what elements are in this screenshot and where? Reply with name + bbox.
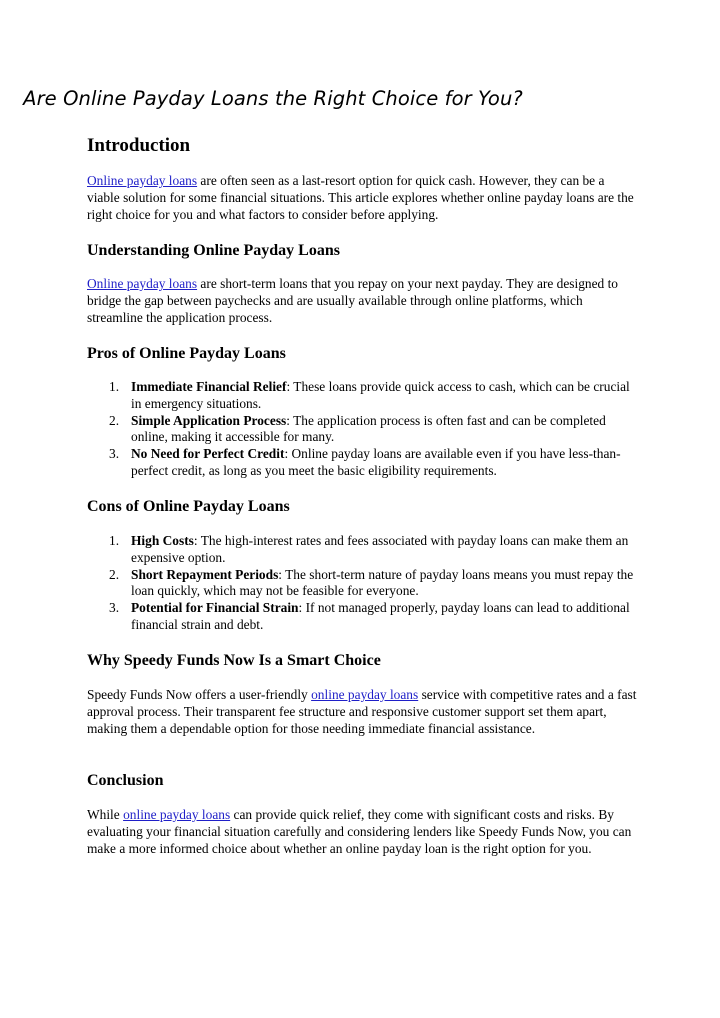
heading-conclusion: Conclusion xyxy=(87,772,164,789)
list-item: 1. High Costs: The high-interest rates and fees associated with payday loans can make them an expensive option. xyxy=(109,533,629,565)
paragraph-conclusion xyxy=(87,807,637,857)
section-cons xyxy=(87,497,637,517)
heading-pros: Pros of Online Payday Loans xyxy=(87,345,286,362)
list-item-text: : The high-interest rates and fees associated with payday loans can make them an expensive option. xyxy=(131,533,629,565)
heading-speedy-funds: Why Speedy Funds Now Is a Smart Choice xyxy=(87,652,381,669)
paragraph-speedy-funds xyxy=(87,687,637,737)
paragraph-text: can provide quick relief, they come with significant costs and risks. By evaluating your financial situation carefully and considering lenders like Speedy Funds Now, you can make a more informed choice about whether an online payday loan is the right option for you. xyxy=(87,807,632,856)
list-cons xyxy=(87,533,637,634)
section-pros xyxy=(87,344,637,364)
list-item: 2. Simple Application Process: The application process is often fast and can be completed online, making it accessible for many. xyxy=(109,412,606,445)
heading-introduction: Introduction xyxy=(87,135,191,156)
paragraph-text: are short-term loans that you repay on your next payday. They are designed to bridge the gap between paychecks and are usually available through online platforms, which streamline the application process. xyxy=(87,276,619,325)
heading-cons: Cons of Online Payday Loans xyxy=(87,498,290,515)
list-item: 3. Potential for Financial Strain: If not managed properly, payday loans can lead to additional financial strain and debt. xyxy=(109,600,630,632)
paragraph-introduction xyxy=(87,173,637,223)
list-item-term: High Costs xyxy=(131,533,194,548)
paragraph-understanding xyxy=(87,276,637,326)
section-understanding xyxy=(87,241,637,261)
list-item-text: : The application process is often fast and can be completed online, making it accessible for many. xyxy=(131,412,606,445)
document-title: Are Online Payday Loans the Right Choice for You? xyxy=(23,87,523,110)
heading-understanding: Understanding Online Payday Loans xyxy=(87,242,340,259)
section-speedy-funds xyxy=(87,651,637,671)
paragraph-text: service with competitive rates and a fast approval process. Their transparent fee structure and responsive customer support set them apart, making them a dependable option for those needing immediate financial assistance. xyxy=(87,687,637,736)
list-item-term: Simple Application Process xyxy=(131,412,287,428)
section-conclusion xyxy=(87,771,637,791)
section-introduction xyxy=(87,134,637,158)
list-item-term: No Need for Perfect Credit xyxy=(131,446,285,462)
link-online-payday-loans[interactable]: Online payday loans xyxy=(87,276,198,291)
link-online-payday-loans[interactable]: Online payday loans xyxy=(87,173,198,188)
paragraph-text: are often seen as a last-resort option for quick cash. However, they can be a viable solution for some financial situations. This article explores whether online payday loans are the right choice for you and what factors to consider before applying. xyxy=(87,173,634,222)
list-pros xyxy=(87,379,637,480)
list-item-text: : These loans provide quick access to cash, which can be crucial in emergency situations. xyxy=(131,379,630,411)
paragraph-text: While xyxy=(87,807,124,822)
link-online-payday-loans[interactable]: online payday loans xyxy=(311,687,419,702)
paragraph-text: Speedy Funds Now offers a user-friendly xyxy=(87,687,312,702)
list-item-term: Potential for Financial Strain xyxy=(131,600,299,616)
list-item-term: Short Repayment Periods xyxy=(131,566,279,582)
list-item-text: : The short-term nature of payday loans means you must repay the loan quickly, which may not be feasible for everyone. xyxy=(131,566,634,599)
link-online-payday-loans[interactable]: online payday loans xyxy=(123,807,231,822)
list-item: 2. Short Repayment Periods: The short-term nature of payday loans means you must repay the loan quickly, which may not be feasible for everyone. xyxy=(109,566,634,599)
list-item-text: : Online payday loans are available even if you have less-than-perfect credit, as long as you meet the basic eligibility requirements. xyxy=(131,446,621,478)
list-item-term: Immediate Financial Relief xyxy=(131,379,287,394)
list-item: 3. No Need for Perfect Credit: Online payday loans are available even if you have less-than-perfect credit, as long as you meet the basic eligibility requirements. xyxy=(109,446,621,478)
list-item: 1. Immediate Financial Relief: These loans provide quick access to cash, which can be crucial in emergency situations. xyxy=(109,379,630,411)
list-item-text: : If not managed properly, payday loans can lead to additional financial strain and debt. xyxy=(131,600,630,632)
